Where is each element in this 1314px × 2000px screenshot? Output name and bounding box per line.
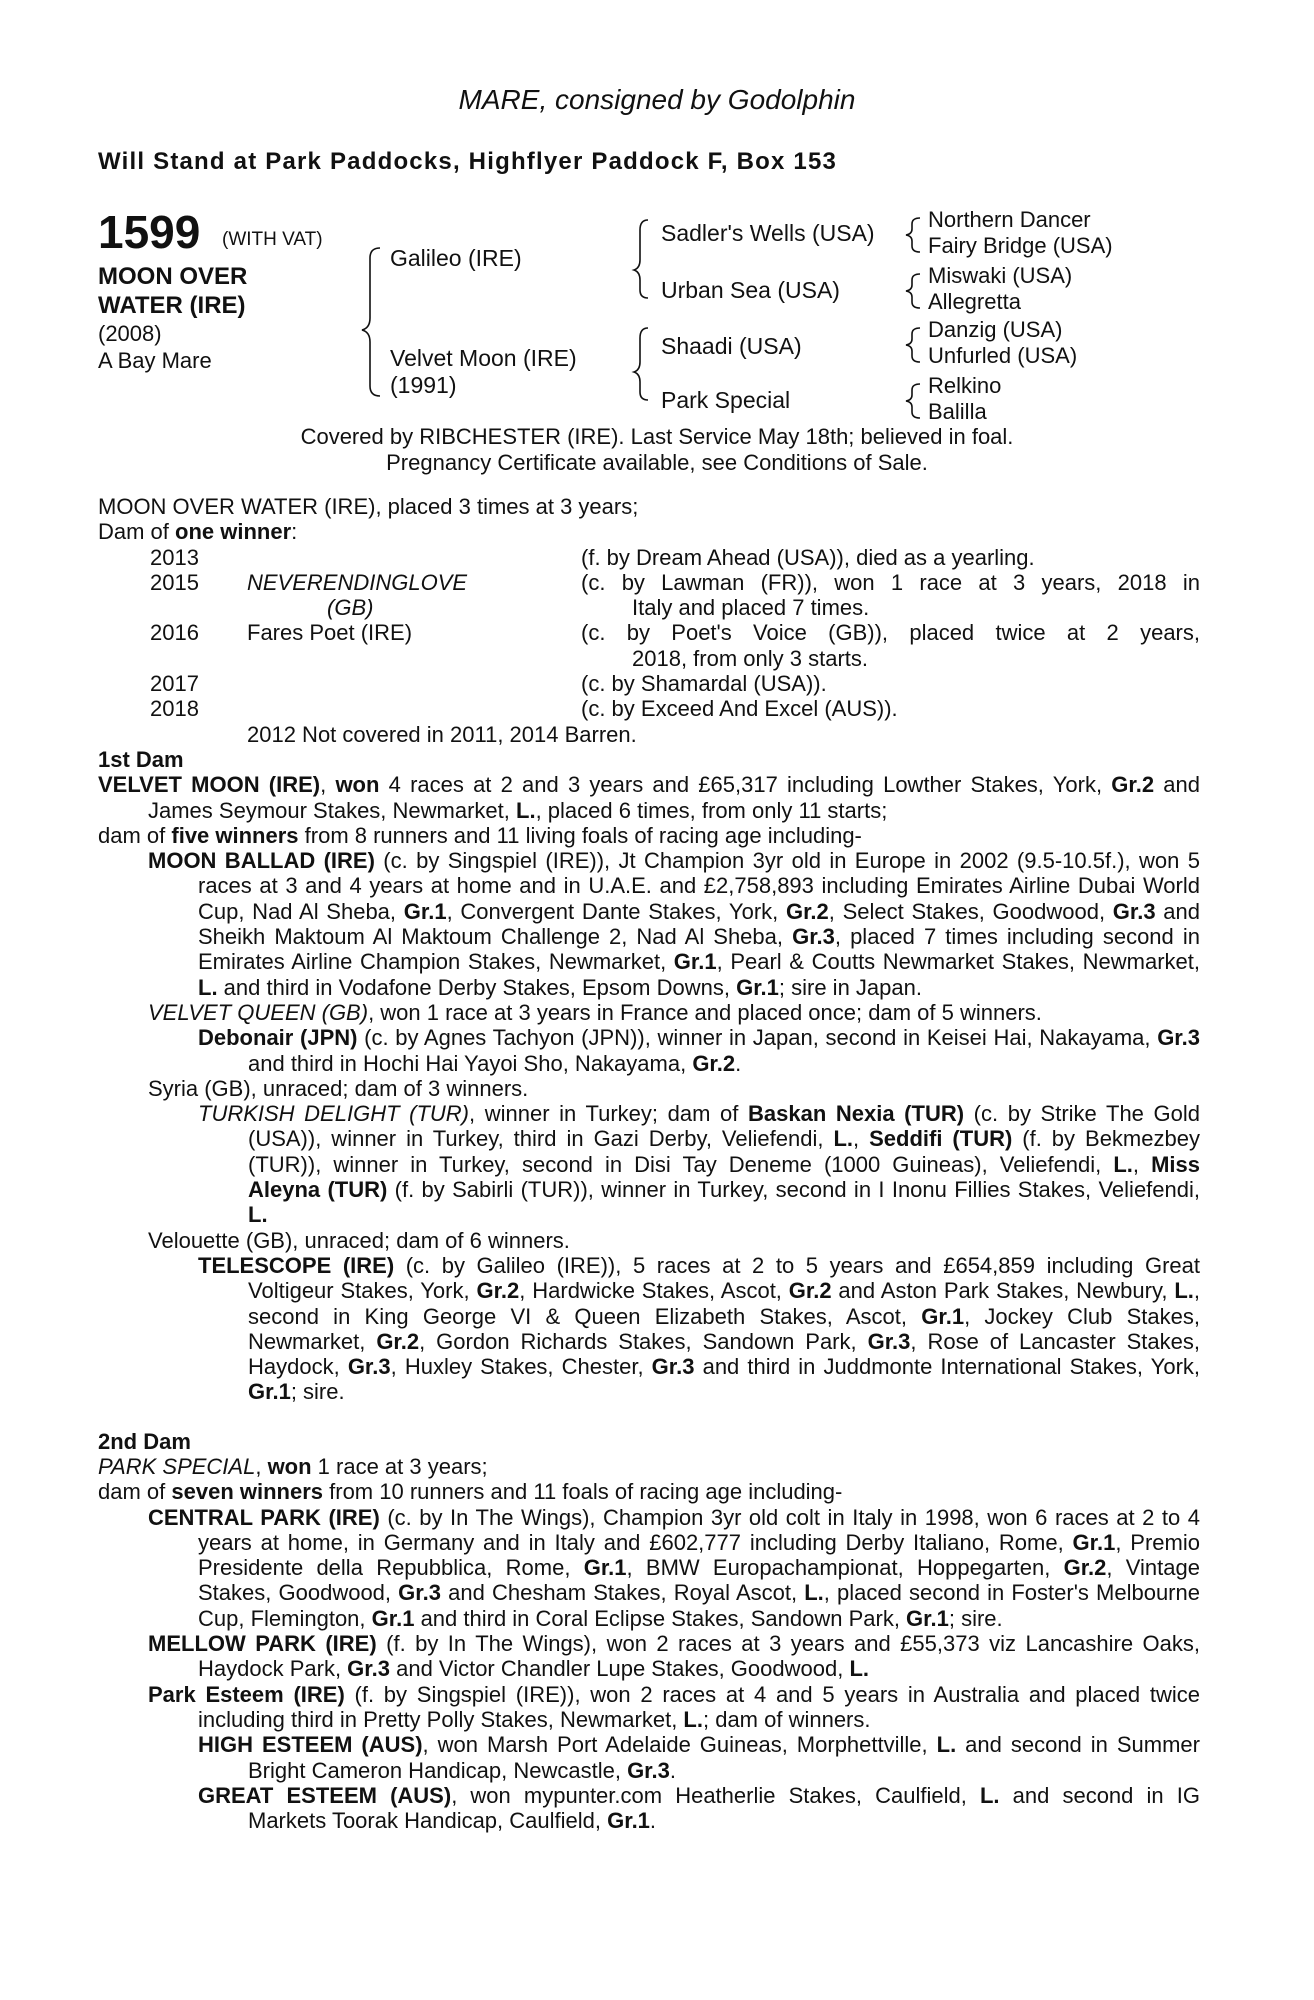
produce-desc-line1: (c. by Poet's Voice (GB)), placed twice at 2 years, <box>581 620 1200 646</box>
ds-sire-name: Danzig (USA) <box>928 317 1063 342</box>
text-run: (c. by Galileo (IRE)), 5 races at 2 to 5 years and £654,859 including Great Voltigeur Stakes, York, <box>248 1252 1200 1304</box>
produce-desc <box>581 570 1200 621</box>
text-run: (c. by Agnes Tachyon (JPN)), winner in Japan, second in Keisei Hai, Nakayama, <box>357 1025 1158 1051</box>
text-run: Gr.1 <box>607 1808 650 1834</box>
text-run: , Jockey Club Stakes, Newmarket, <box>248 1303 1200 1354</box>
produce-row <box>98 696 1200 721</box>
text-run: , Pearl & Coutts Newmarket Stakes, Newmarket, <box>716 949 1200 975</box>
produce-row <box>98 620 1200 671</box>
dam-name: Velvet Moon (IRE) <box>390 345 577 371</box>
produce-row <box>98 545 1200 570</box>
second-dam-produce-summary <box>98 1479 1200 1504</box>
stand-location: Will Stand at Park Paddocks, Highflyer Paddock F, Box 153 <box>98 148 838 175</box>
text-run: Miss Aleyna (TUR) <box>248 1151 1200 1203</box>
text-run: , Convergent Dante Stakes, York, <box>446 898 786 924</box>
text-run: and third in Hochi Hai Yayoi Sho, Nakayama, <box>248 1050 693 1076</box>
produce-desc-line1: (c. by Lawman (FR)), won 1 race at 3 years, 2018 in <box>581 569 1200 595</box>
text-run: L. <box>248 1202 268 1228</box>
text-run: Gr.2 <box>1111 772 1155 798</box>
produce-desc-line2: Italy and placed 7 times. <box>632 595 870 621</box>
dam-dam-name: Park Special <box>661 387 791 413</box>
text-run: Gr.3 <box>1112 898 1156 924</box>
text-run: Gr.1 <box>248 1379 291 1405</box>
bracket-sd <box>906 274 920 308</box>
first-dam-heading: 1st Dam <box>98 746 184 772</box>
text-run: Debonair (JPN) <box>198 1025 358 1051</box>
text-run: Velouette (GB), unraced; dam of 6 winners. <box>148 1227 570 1253</box>
text-run: ; sire. <box>948 1605 1003 1631</box>
text-run: Gr.2 <box>785 898 829 924</box>
produce-year: 2017 <box>150 671 199 697</box>
sire-dam-name: Urban Sea (USA) <box>661 277 840 303</box>
text-run: Gr.1 <box>371 1605 415 1631</box>
text-run: L. <box>198 974 218 1000</box>
lot-number: 1599 <box>98 206 201 258</box>
text-run: , Gordon Richards Stakes, Sandown Park, <box>419 1328 868 1354</box>
produce-name <box>247 545 581 570</box>
text-run: Gr.3 <box>627 1757 670 1783</box>
text-run: Park Esteem (IRE) <box>148 1681 345 1707</box>
text-run: , Premio Presidente della Repubblica, Rome, <box>198 1529 1200 1581</box>
bracket-dam <box>634 328 648 400</box>
text-run: , winner in Turkey; dam of <box>469 1101 748 1127</box>
horse-description: A Bay Mare <box>98 348 212 373</box>
text-run: Gr.3 <box>347 1354 391 1380</box>
text-run: , placed second in Foster's Melbourne Cup, Flemington, <box>198 1580 1200 1631</box>
bracket-dd <box>906 384 920 418</box>
telescope-entry <box>98 1253 1200 1405</box>
text-run: and third in Juddmonte International Stakes, York, <box>694 1354 1201 1380</box>
text-run: dam of <box>98 1479 172 1505</box>
text-run: Gr.2 <box>376 1328 420 1354</box>
produce-name-line1: NEVERENDINGLOVE <box>247 569 468 595</box>
text-run: L. <box>1113 1151 1133 1177</box>
text-run: Gr.3 <box>867 1328 911 1354</box>
text-run: Gr.1 <box>583 1555 627 1581</box>
text-run: L. <box>833 1126 853 1152</box>
bracket-gen1 <box>362 248 380 396</box>
dam-of-suffix: : <box>291 519 298 545</box>
mellow-park-entry <box>98 1631 1200 1682</box>
horse-name-line1: MOON OVER <box>98 263 248 290</box>
text-run: , <box>255 1453 268 1479</box>
text-run: , <box>853 1126 870 1152</box>
text-run: MOON BALLAD (IRE) <box>148 848 375 874</box>
text-run: , Rose of Lancaster Stakes, Haydock, <box>248 1328 1200 1380</box>
velouette-entry <box>98 1228 1200 1253</box>
text-run: L. <box>849 1656 869 1682</box>
covering-note <box>0 424 1314 476</box>
text-run: . <box>669 1757 676 1783</box>
park-esteem-entry <box>98 1682 1200 1733</box>
produce-list <box>98 545 1200 747</box>
text-run: ; dam of winners. <box>702 1706 871 1732</box>
text-run: Gr.1 <box>906 1605 949 1631</box>
text-run: VELVET MOON (IRE) <box>98 772 321 798</box>
text-run: , won 1 race at 3 years in France and placed once; dam of 5 winners. <box>368 999 1042 1025</box>
text-run: (c. by In The Wings), Champion 3yr old colt in Italy in 1998, won 6 races at 2 to 4 years at home, in Germany and in Italy and £602,777 including Derby Italiano, Rome, <box>198 1504 1200 1555</box>
text-run: Gr.2 <box>692 1050 736 1076</box>
central-park-entry <box>98 1505 1200 1631</box>
bracket-sire <box>634 220 648 298</box>
text-run: from 10 runners and 11 foals of racing age including- <box>323 1479 843 1505</box>
text-run: , Vintage Stakes, Goodwood, <box>198 1555 1200 1606</box>
text-run: L. <box>516 797 536 823</box>
text-run: Gr.2 <box>476 1278 520 1304</box>
syria-entry <box>98 1076 1200 1101</box>
text-run: Gr.1 <box>921 1303 965 1329</box>
text-run: Gr.2 <box>1063 1555 1107 1581</box>
covering-line1: Covered by RIBCHESTER (IRE). Last Service May 18th; believed in foal. <box>300 424 1014 449</box>
produce-name <box>247 671 581 696</box>
text-run: won <box>335 772 380 798</box>
text-run: (c. by Strike The Gold (USA)), winner in Turkey, third in Gazi Derby, Veliefendi, <box>248 1101 1200 1152</box>
produce-desc: (f. by Dream Ahead (USA)), died as a yearling. <box>581 544 1035 570</box>
sire-name: Galileo (IRE) <box>390 245 522 271</box>
produce-desc <box>581 620 1200 671</box>
bracket-ss <box>906 218 920 252</box>
text-run: GREAT ESTEEM (AUS) <box>198 1782 452 1808</box>
text-run: , BMW Europachampionat, Hoppegarten, <box>626 1555 1064 1581</box>
text-run: five winners <box>171 822 299 848</box>
horse-year: (2008) <box>98 321 162 346</box>
pedigree-brackets <box>0 0 1314 430</box>
text-run: Gr.3 <box>651 1354 695 1380</box>
dd-dam-name: Balilla <box>928 399 987 424</box>
sire-sire-name: Sadler's Wells (USA) <box>661 220 875 246</box>
great-esteem-entry <box>98 1783 1200 1834</box>
text-run: . <box>735 1050 742 1076</box>
consignor-title: MARE, consigned by Godolphin <box>458 84 856 115</box>
text-run: Gr.3 <box>1157 1025 1200 1051</box>
text-run: , <box>320 772 336 798</box>
text-run: from 8 runners and 11 living foals of racing age including- <box>298 822 862 848</box>
ss-sire-name: Northern Dancer <box>928 207 1091 232</box>
produce-name-line2: (GB) <box>327 595 374 621</box>
turkish-delight-entry <box>98 1101 1200 1227</box>
produce-row <box>98 570 1200 621</box>
text-run: and second in Summer Bright Cameron Handicap, Newcastle, <box>248 1732 1200 1783</box>
text-run: and Victor Chandler Lupe Stakes, Goodwood, <box>389 1656 850 1682</box>
bracket-ds <box>906 328 920 362</box>
produce-name <box>247 570 581 621</box>
text-run: Gr.3 <box>792 924 835 950</box>
dam-of-count: one winner <box>175 519 292 545</box>
text-run: Gr.3 <box>398 1580 441 1606</box>
text-run: , second in King George VI & Queen Elizabeth Stakes, Ascot, <box>248 1278 1200 1329</box>
produce-name: Fares Poet (IRE) <box>247 620 413 646</box>
sd-sire-name: Miswaki (USA) <box>928 263 1073 288</box>
text-run: MELLOW PARK (IRE) <box>148 1631 377 1657</box>
ss-dam-name: Fairy Bridge (USA) <box>928 233 1113 258</box>
velvet-queen-entry <box>98 1000 1200 1025</box>
moon-ballad-entry <box>98 848 1200 1000</box>
produce-desc: (c. by Shamardal (USA)). <box>581 671 827 697</box>
produce-year: 2015 <box>150 569 199 595</box>
text-run: and Sheikh Maktoum Al Maktoum Challenge 2, Nad Al Sheba, <box>198 898 1200 950</box>
text-run: and Aston Park Stakes, Newbury, <box>831 1278 1175 1304</box>
text-run: L. <box>683 1706 703 1732</box>
text-run: won <box>267 1453 312 1479</box>
produce-row <box>98 671 1200 696</box>
text-run: ; sire. <box>290 1379 345 1405</box>
dam-of-prefix: Dam of <box>98 519 176 545</box>
text-run: L. <box>1174 1278 1194 1304</box>
ds-dam-name: Unfurled (USA) <box>928 343 1078 368</box>
text-run: (c. by Singspiel (IRE)), Jt Champion 3yr old in Europe in 2002 (9.5-10.5f.), won 5 races at 3 and 4 years at home and in U.A.E. and £2,758,893 including Emirates Airline Dubai World Cup, Nad Al Sheba, <box>198 848 1200 924</box>
text-run: and third in Vodafone Derby Stakes, Epsom Downs, <box>217 974 737 1000</box>
text-run: , Select Stakes, Goodwood, <box>828 898 1113 924</box>
text-run: L. <box>936 1732 957 1758</box>
dam-of-line <box>98 519 1200 544</box>
debonair-entry <box>98 1025 1200 1076</box>
text-run: (f. by Bekmezbey (TUR)), winner in Turkey, second in Disi Tay Deneme (1000 Guineas), Veliefendi, <box>248 1126 1200 1177</box>
text-run: (f. by Sabirli (TUR)), winner in Turkey, second in I Inonu Fillies Stakes, Veliefendi, <box>387 1177 1200 1203</box>
text-run: . <box>649 1808 657 1834</box>
text-run: (f. by In The Wings), won 2 races at 3 years and £55,373 viz Lancashire Oaks, Haydock Park, <box>198 1631 1200 1682</box>
text-run: 1 race at 3 years; <box>311 1453 488 1479</box>
text-run: , won Marsh Port Adelaide Guineas, Morphettville, <box>422 1732 937 1758</box>
high-esteem-entry <box>98 1732 1200 1783</box>
text-run: Gr.1 <box>736 974 779 1000</box>
produce-desc-line2: 2018, from only 3 starts. <box>632 645 868 671</box>
text-run: 4 races at 2 and 3 years and £65,317 including Lowther Stakes, York, <box>379 772 1112 798</box>
covering-line2: Pregnancy Certificate available, see Conditions of Sale. <box>386 450 928 475</box>
text-run: and third in Coral Eclipse Stakes, Sandown Park, <box>414 1605 907 1631</box>
text-run: L. <box>979 1782 1000 1808</box>
text-run: Gr.1 <box>403 898 447 924</box>
text-run: Gr.2 <box>788 1278 832 1304</box>
text-run: CENTRAL PARK (IRE) <box>148 1504 380 1530</box>
text-run: , Huxley Stakes, Chester, <box>390 1354 652 1380</box>
text-run: ; sire in Japan. <box>778 974 922 1000</box>
text-run: , <box>1132 1151 1152 1177</box>
horse-name-line2: WATER (IRE) <box>98 292 246 319</box>
produce-desc: (c. by Exceed And Excel (AUS)). <box>581 696 898 722</box>
text-run: Gr.1 <box>1072 1529 1116 1555</box>
text-run: , won mypunter.com Heatherlie Stakes, Caulfield, <box>451 1782 980 1808</box>
text-run: and second in IG Markets Toorak Handicap, Caulfield, <box>248 1782 1200 1834</box>
second-dam-record <box>98 1454 1200 1479</box>
first-dam-produce-summary <box>98 823 1200 848</box>
text-run: Seddifi (TUR) <box>869 1126 1013 1152</box>
text-run: and Chesham Stakes, Royal Ascot, <box>440 1580 805 1606</box>
text-run: L. <box>804 1580 824 1606</box>
mare-record: MOON OVER WATER (IRE), placed 3 times at 3 years; <box>98 494 639 519</box>
text-run: , Hardwicke Stakes, Ascot, <box>519 1278 789 1304</box>
produce-year: 2018 <box>150 696 199 722</box>
dd-sire-name: Relkino <box>928 373 1002 398</box>
text-run: , placed 7 times including second in Emirates Airline Champion Stakes, Newmarket, <box>198 924 1200 975</box>
produce-year: 2016 <box>150 620 199 646</box>
text-run: , placed 6 times, from only 11 starts; <box>535 797 888 823</box>
text-run: Syria (GB), unraced; dam of 3 winners. <box>148 1075 529 1101</box>
text-run: seven winners <box>171 1479 324 1505</box>
dam-sire-name: Shaadi (USA) <box>661 333 802 359</box>
text-run: HIGH ESTEEM (AUS) <box>198 1732 423 1758</box>
text-run: (f. by Singspiel (IRE)), won 2 races at 4 and 5 years in Australia and placed twice including third in Pretty Polly Stakes, Newmarket, <box>198 1681 1200 1732</box>
dam-year: (1991) <box>390 372 457 398</box>
first-dam-record <box>98 772 1200 823</box>
second-dam-heading: 2nd Dam <box>98 1428 191 1454</box>
produce-name <box>247 696 581 721</box>
produce-note: 2012 Not covered in 2011, 2014 Barren. <box>247 721 637 747</box>
catalogue-body <box>98 494 1200 1833</box>
sd-dam-name: Allegretta <box>928 289 1021 314</box>
vat-note: (WITH VAT) <box>222 229 323 250</box>
produce-year: 2013 <box>150 544 199 570</box>
text-run: TELESCOPE (IRE) <box>198 1252 395 1278</box>
text-run: TURKISH DELIGHT (TUR) <box>198 1101 469 1127</box>
text-run: VELVET QUEEN (GB) <box>148 999 369 1025</box>
text-run: Gr.3 <box>347 1656 390 1682</box>
text-run: Gr.1 <box>673 949 717 975</box>
text-run: and James Seymour Stakes, Newmarket, <box>148 772 1200 823</box>
text-run: Baskan Nexia (TUR) <box>747 1101 965 1127</box>
text-run: PARK SPECIAL <box>98 1453 256 1479</box>
text-run: dam of <box>98 822 172 848</box>
